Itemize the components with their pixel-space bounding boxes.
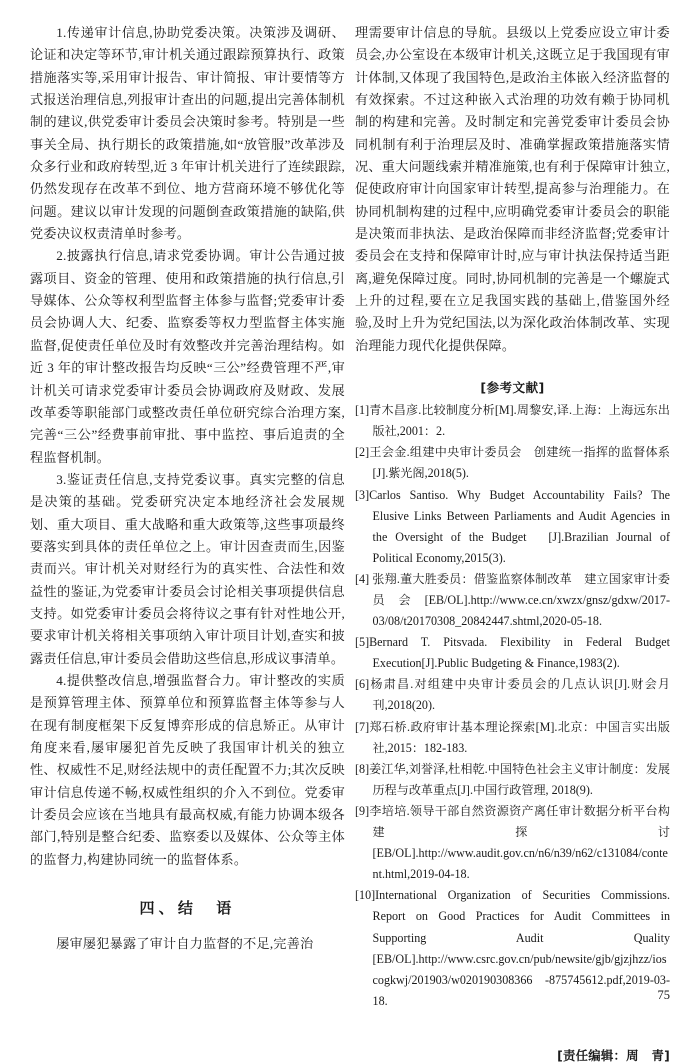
list-item: [10]International Organization of Securities Commissions. Report on Good Practices for Audit Committees in Supporting Audit Quality [EB/OL].http://www.csrc.gov.cn/pub/newsite/gjb/gjzjhzz/ioscogkwj/201903/w020190308366 -875745612.pdf,2019-03-18. xyxy=(355,888,683,1008)
references-heading: [参考文献] xyxy=(480,380,545,396)
list-item: [7]郑石桥.政府审计基本理论探索[M].北京：中国言实出版社,2015：182-183. xyxy=(355,719,670,755)
list-item: [2]王会金.组建中央审计委员会 创建统一指挥的监督体系[J].紫光阁,2018(5). xyxy=(355,445,670,481)
list-item: [3]Carlos Santiso. Why Budget Accountability Fails? The Elusive Links Between Parliaments and Audit Agencies in the Oversight of the Budget [J].Brazilian Journal of Political Economy,2015(3). xyxy=(355,487,670,565)
list-item: [4] 张翔.董大胜委员：借鉴监察体制改革 建立国家审计委员会[EB/OL].http://www.ce.cn/xwzx/gnsz/gdxw/2017-03/08/t20170308_20842447.shtml,2020-05-18. xyxy=(355,571,670,629)
body-paragraph: 2.披露执行信息,请求党委协调。审计公告通过披露项目、资金的管理、使用和政策措施的执行信息,引导媒体、公众等权利型监督主体参与监督;党委审计委员会协调人大、纪委、监察委等权力型监督主体实施监督,促使责任单位及时有效整改并完善治理结构。如近 3 年的审计整改报告均反映“三公”经费管理不严,审计机关可请求党委审计委员会协调政府及财政、发展改革委等职能部门或整改责任单位研究综合治理方案,完善“三公”经费事前审批、事中监控、事后追责的全程监督机制。 xyxy=(30,248,345,465)
conclusion-paragraph: 屡审屡犯暴露了审计自力监督的不足,完善治 xyxy=(56,936,314,952)
list-item: [9]李培培.领导干部自然资源资产离任审计数据分析平台构建探讨[EB/OL].http://www.audit.gov.cn/n6/n39/n62/c131084/content.html,2019-04-18. xyxy=(355,803,670,882)
two-column-layout xyxy=(30,22,683,1063)
references-list xyxy=(355,400,683,1012)
list-item: [6]杨肃昌.对组建中央审计委员会的几点认识[J].财会月刊,2018(20). xyxy=(355,677,670,713)
continued-paragraph: 理需要审计信息的导航。县级以上党委应设立审计委员会,办公室设在本级审计机关,这既立足于我国现有审计体制,又体现了我国特色,是政治主体嵌入经济监督的有效探索。不过这种嵌入式治理的功效有赖于协同机制的构建和完善。及时制定和完善党委审计委员会协同机制有利于治理层及时、准确掌握政策措施落实情况、重大问题线索并精准施策,也有利于保障审计独立,促使政府审计向国家审计转型,提高参与治理能力。在协同机制构建的过程中,应明确党委审计委员会的职能是决策而非执法、是政治保障而非经济监督;党委审计委员会在支持和保障审计时,应与审计执法保持适当距离,避免保障过度。同时,协同机制的完善是一个螺旋式上升的过程,要在立足我国实践的基础上,借鉴国外经验,及时上升为党纪国法,以为深化政治体制改革、实现治理能力现代化提供保障。 xyxy=(355,25,670,353)
list-item: [1]青木昌彦.比较制度分析[M].周黎安,译.上海：上海远东出版社,2001：2. xyxy=(355,403,670,439)
body-paragraph: 3.鉴证责任信息,支持党委议事。真实完整的信息是决策的基础。党委研究决定本地经济社会发展规划、重大项目、重大战略和重大政策等,这些事项最终要落实到具体的责任单位之上。审计因查责而生,因鉴责而兴。审计机关对财经行为的真实性、合法性和效益性的鉴证,为党委审计委员会讨论相关事项提供信息支持。如党委审计委员会将待议之事有针对性地公开,要求审计机关将相关事项纳入审计项目计划,查实和披露责任信息,审计委员会借助这些信息,形成议事清单。 xyxy=(30,471,345,666)
section-heading: 四、结 语 xyxy=(139,899,236,918)
list-item: [8]姜江华,刘誉泽,杜相乾.中国特色社会主义审计制度：发展历程与改革重点[J].中国行政管理, 2018(9). xyxy=(355,761,670,797)
left-column xyxy=(30,22,345,952)
editor-credit: [责任编辑：周 青] xyxy=(557,1047,670,1063)
body-paragraph: 4.提供整改信息,增强监督合力。审计整改的实质是预算管理主体、预算单位和预算监督主体等参与人在现有制度框架下反复博弈形成的信息矫正。从审计角度来看,屡审屡犯首先反映了我国审计机关的独立性、权威性不足,财经法规中的责任配置不力;其次反映审计信息传递不畅,权威性组织的介入不到位。党委审计委员会应该在当地具有最高权威,有能力协调本级各部门,特别是整合纪委、监察委以及媒体、公众等主体的监督力,构建协同统一的监督体系。 xyxy=(30,672,345,867)
right-column xyxy=(355,22,683,1063)
body-paragraph: 1.传递审计信息,协助党委决策。决策涉及调研、论证和决定等环节,审计机关通过跟踪预算执行、政策措施落实等,采用审计报告、审计简报、审计要情等方式报送治理信息,列报审计查出的问题,提出完善体制机制的建议,供党委审计委员会决策时参考。特别是一些事关全局、执行期长的政策措施,如“放管服”改革涉及众多行业和政府转型,近 3 年审计机关进行了连续跟踪,仍然发现存在改革不到位、地方营商环境不够优化等问题。建议以审计发现的问题倒查政策措施的缺陷,供党委决议权责清单时参考。 xyxy=(30,25,345,242)
page-number: 75 xyxy=(657,988,670,1002)
list-item: [5]Bernard T. Pitsvada. Flexibility in Federal Budget Execution[J].Public Budgeting & Finance,1983(2). xyxy=(355,635,670,671)
